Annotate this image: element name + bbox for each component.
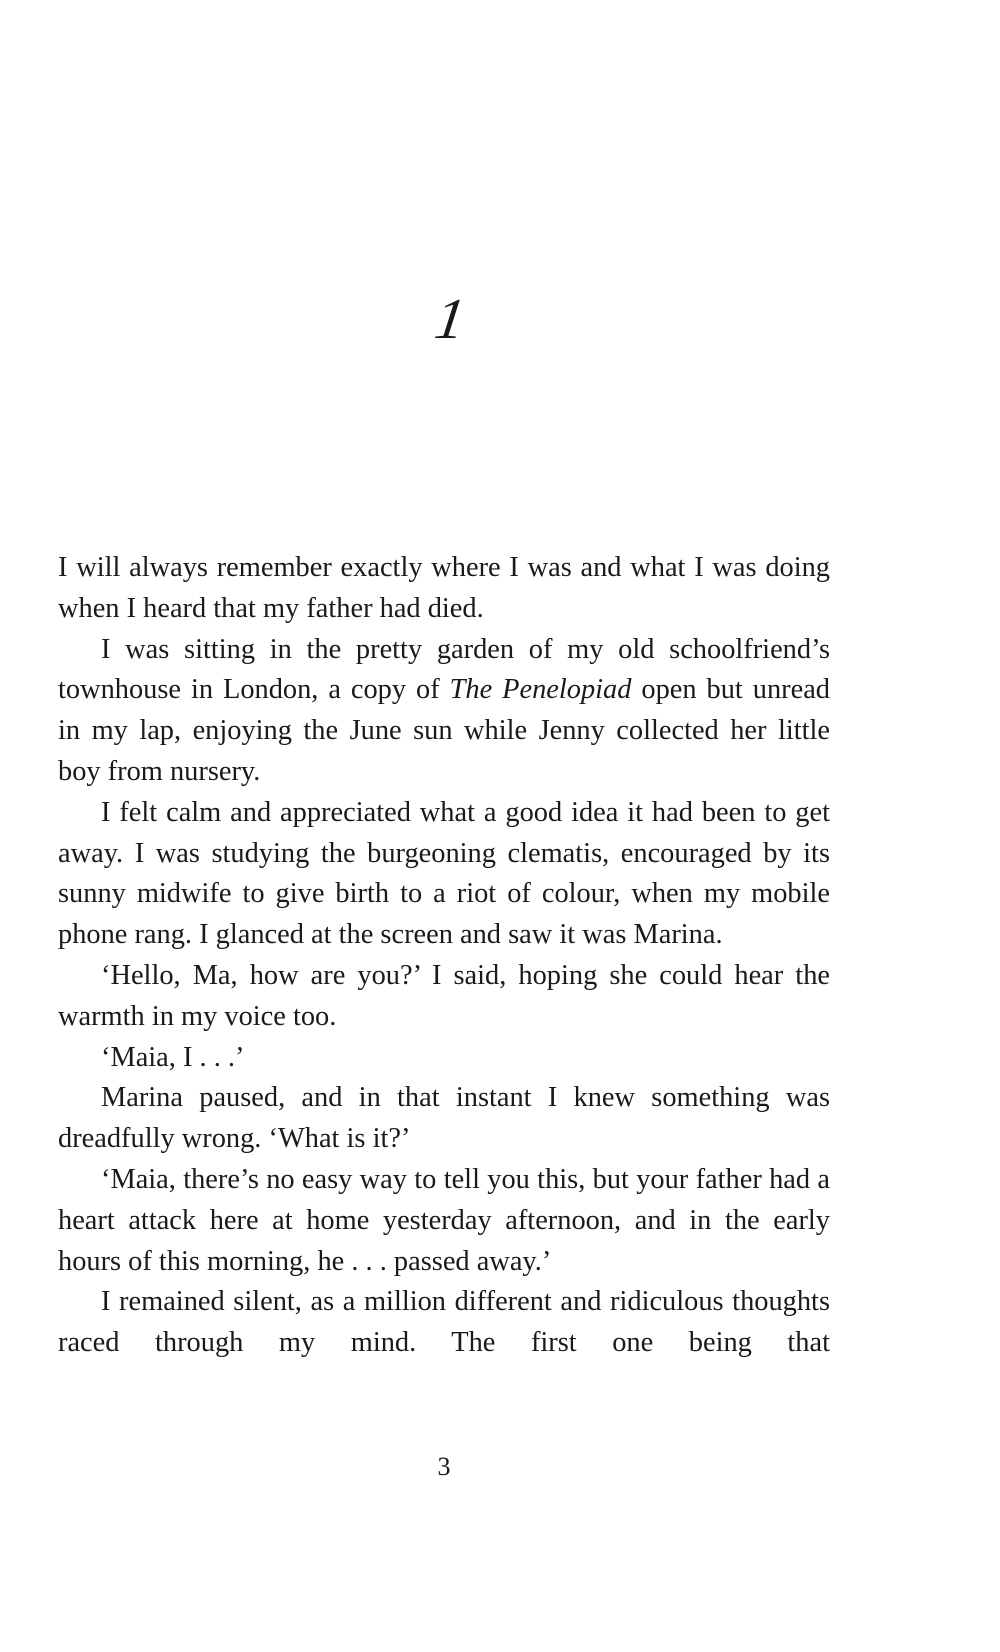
- chapter-number: 1: [431, 286, 470, 351]
- paragraph-3: I felt calm and appreciated what a good idea it had been to get away. I was studying the burgeoning clematis, encouraged by its sunny midwife to give birth to a riot of colour, when my mobile phone rang. I glanced at the screen and saw it was Marina.: [58, 796, 830, 951]
- paragraph-4: ‘Hello, Ma, how are you?’ I said, hoping she could hear the warmth in my voice too.: [58, 959, 830, 1032]
- paragraph-1: I will always remember exactly where I was and what I was doing when I heard that my father had died.: [58, 552, 830, 624]
- paragraph-7: ‘Maia, there’s no easy way to tell you this, but your father had a heart attack here at home yesterday afternoon, and in the early hours of this morning, he . . . passed away.’: [58, 1163, 830, 1277]
- paragraph-8: I remained silent, as a million different and ridiculous thoughts raced through my mind. The first one being that: [58, 1286, 830, 1359]
- paragraph-2-part-2: open but unread in my lap, enjoying the June sun while Jenny collected her little boy from nursery.: [58, 674, 830, 787]
- page-number: 3: [437, 1452, 451, 1481]
- paragraph-6: Marina paused, and in that instant I knew something was dreadfully wrong. ‘What is it?’: [58, 1082, 830, 1155]
- paragraph-5: ‘Maia, I . . .’: [101, 1041, 245, 1073]
- paragraph-2-part-1: I was sitting in the pretty garden of my old schoolfriend’s townhouse in London, a copy of: [58, 633, 830, 706]
- body-text: [58, 548, 830, 1364]
- paragraph-2: [58, 630, 830, 793]
- book-title-italic: The Penelopiad: [449, 674, 632, 706]
